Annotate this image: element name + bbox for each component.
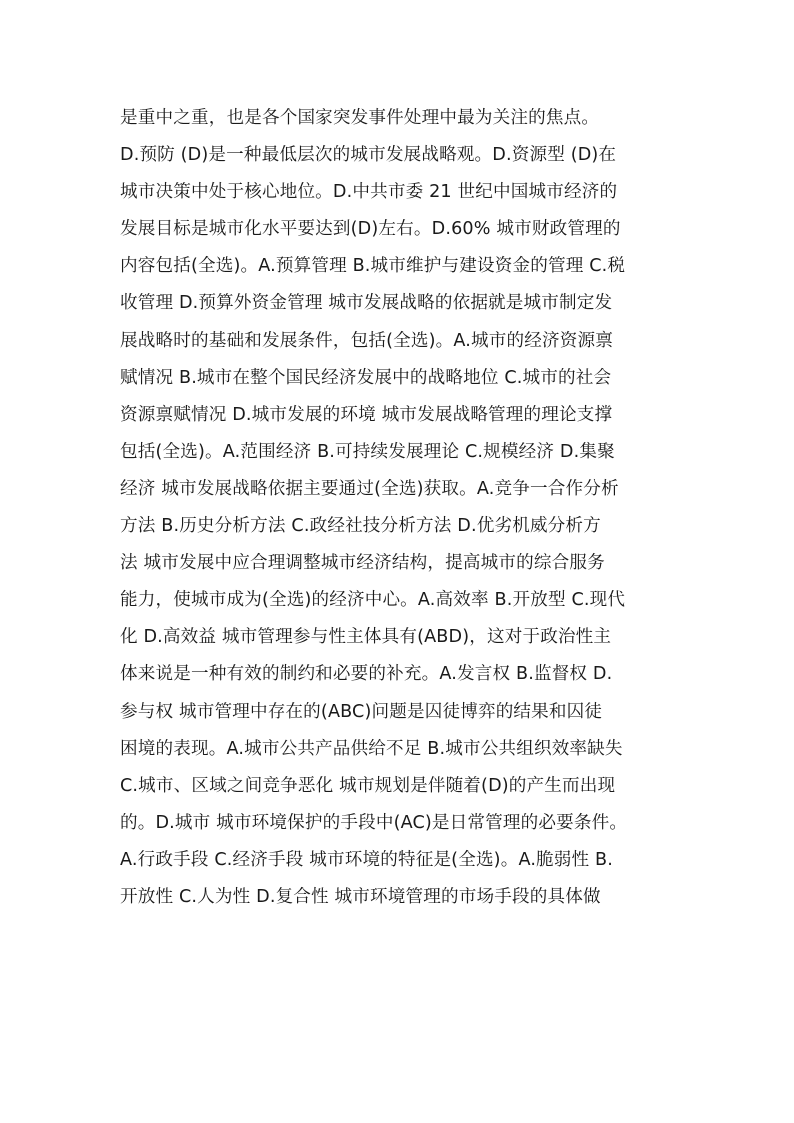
text-line: 的。D.城市 城市环境保护的手段中(AC)是日常管理的必要条件。	[120, 812, 628, 833]
text-line: 法 城市发展中应合理调整城市经济结构，提高城市的综合服务	[120, 553, 605, 574]
text-line: 城市决策中处于核心地位。D.中共市委 21 世纪中国城市经济的	[120, 182, 618, 203]
text-line: 体来说是一种有效的制约和必要的补充。A.发言权 B.监督权 D.	[120, 664, 613, 685]
text-line: 展战略时的基础和发展条件，包括(全选)。A.城市的经济资源禀	[120, 330, 613, 351]
text-line: D.预防 (D)是一种最低层次的城市发展战略观。D.资源型 (D)在	[120, 145, 617, 166]
text-line: 参与权 城市管理中存在的(ABC)问题是囚徒博弈的结果和囚徒	[120, 701, 603, 722]
text-line: 是重中之重，也是各个国家突发事件处理中最为关注的焦点。	[120, 108, 600, 128]
text-line: 经济 城市发展战略依据主要通过(全选)获取。A.竞争一合作分析	[120, 478, 619, 499]
text-line: 开放性 C.人为性 D.复合性 城市环境管理的市场手段的具体做	[120, 886, 601, 907]
body-text	[120, 100, 720, 916]
text-line: 收管理 D.预算外资金管理 城市发展战略的依据就是城市制定发	[120, 293, 613, 314]
text-line: 方法 B.历史分析方法 C.政经社技分析方法 D.优劣机威分析方	[120, 516, 601, 537]
text-line: 化 D.高效益 城市管理参与性主体具有(ABD)，这对于政治性主	[120, 627, 612, 648]
text-line: C.城市、区域之间竞争恶化 城市规划是伴随着(D)的产生而出现	[120, 775, 616, 796]
text-line: 包括(全选)。A.范围经济 B.可持续发展理论 C.规模经济 D.集聚	[120, 441, 615, 462]
text-line: 资源禀赋情况 D.城市发展的环境 城市发展战略管理的理论支撑	[120, 404, 613, 425]
text-line: 赋情况 B.城市在整个国民经济发展中的战略地位 C.城市的社会	[120, 367, 612, 388]
text-line: 发展目标是城市化水平要达到(D)左右。D.60% 城市财政管理的	[120, 219, 621, 240]
text-line: 内容包括(全选)。A.预算管理 B.城市维护与建设资金的管理 C.税	[120, 256, 626, 277]
text-line: 能力，使城市成为(全选)的经济中心。A.高效率 B.开放型 C.现代	[120, 590, 626, 611]
text-line: 困境的表现。A.城市公共产品供给不足 B.城市公共组织效率缺失	[120, 738, 623, 759]
text-line: A.行政手段 C.经济手段 城市环境的特征是(全选)。A.脆弱性 B.	[120, 849, 613, 870]
